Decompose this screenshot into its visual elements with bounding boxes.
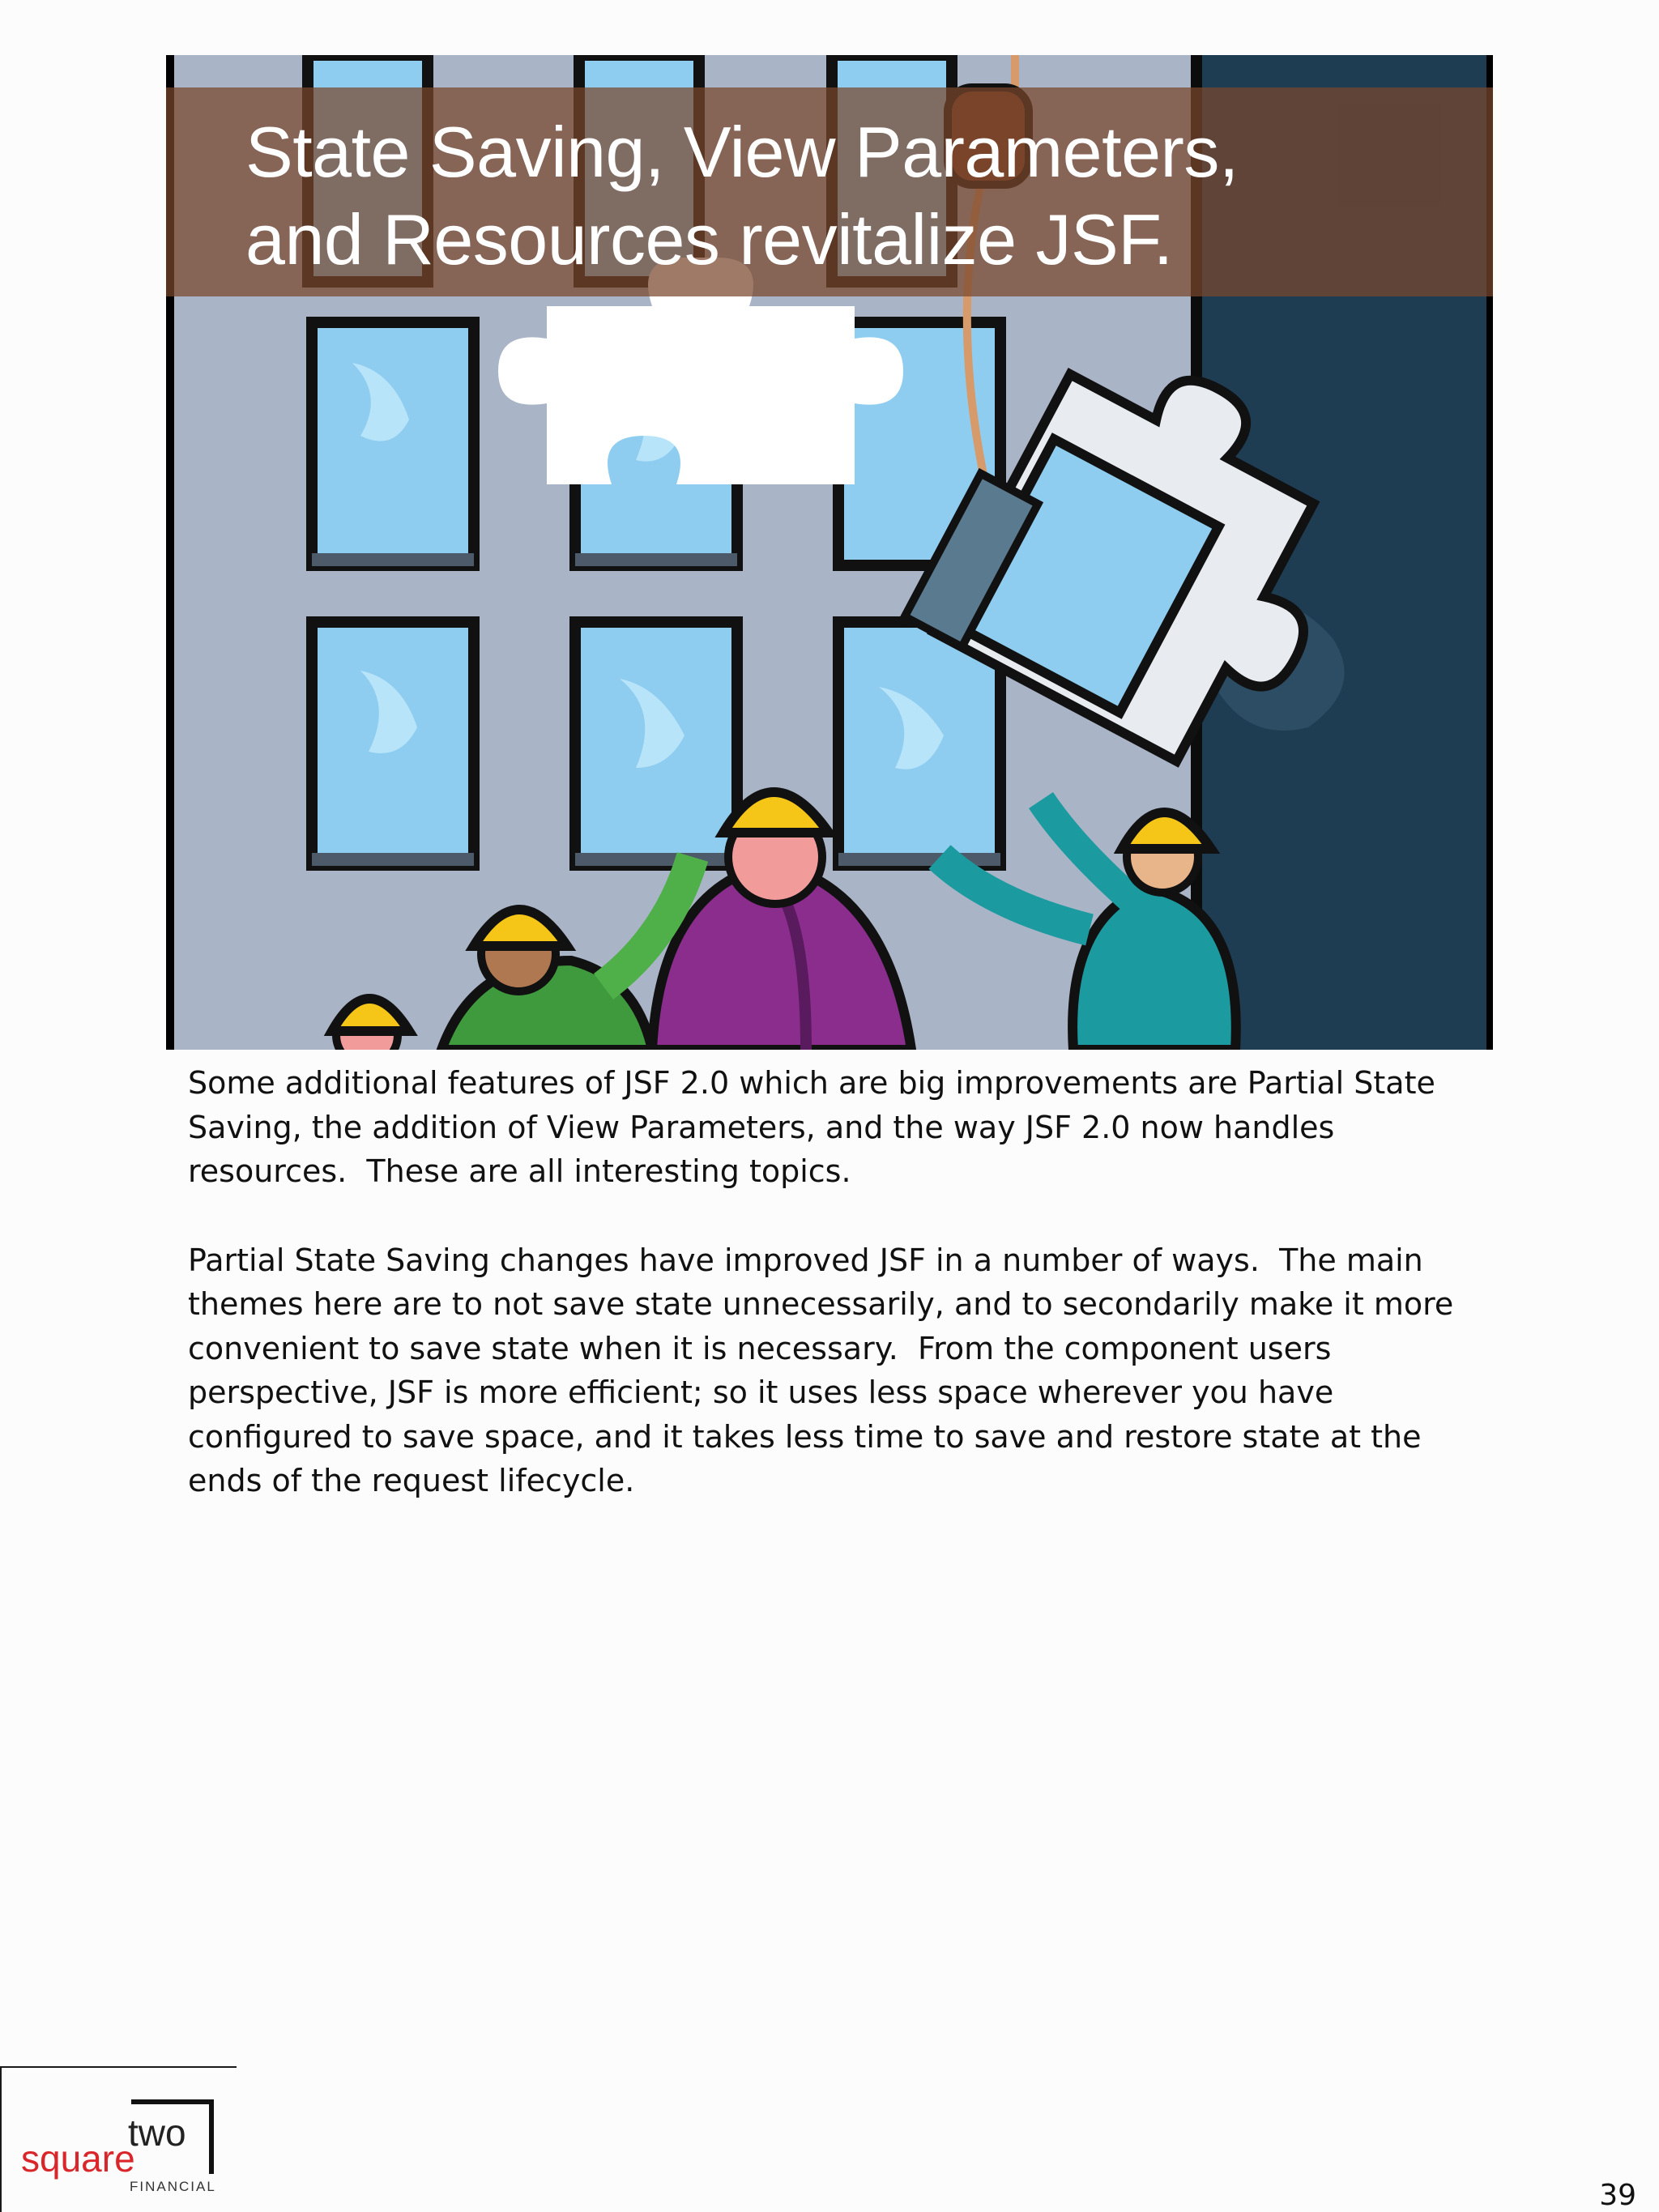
footer-rule-left <box>0 2066 2 2212</box>
logo-word-two: two <box>128 2112 186 2154</box>
notes-paragraph-1: Some additional features of JSF 2.0 which are big improvements are Partial State Saving, the addition of View Parameters, and the way JSF 2.0 now handles resources. These are all interesting topics. <box>188 1065 1445 1189</box>
notes-paragraph-2: Partial State Saving changes have improved JSF in a number of ways. The main themes here are to not save state unnecessarily, and to secondarily make it more convenient to save state when it is necessary. From the component users perspective, JSF is more efficient; so it uses less space wherever you have configured to save space, and it takes less time to save and restore state at the ends of the request lifecycle. <box>188 1242 1464 1498</box>
title-line-1: State Saving, View Parameters, <box>245 112 1239 192</box>
slide-title <box>245 109 1461 283</box>
page-number: 39 <box>1599 2179 1636 2212</box>
logo-word-square: square <box>21 2137 135 2180</box>
speaker-notes <box>188 1061 1500 1548</box>
footer-rule <box>0 2066 237 2068</box>
squaretwo-logo <box>16 2088 219 2201</box>
title-line-2: and Resources revitalize JSF. <box>245 199 1173 279</box>
logo-word-financial: FINANCIAL <box>130 2179 216 2194</box>
slide-illustration <box>166 55 1493 1050</box>
